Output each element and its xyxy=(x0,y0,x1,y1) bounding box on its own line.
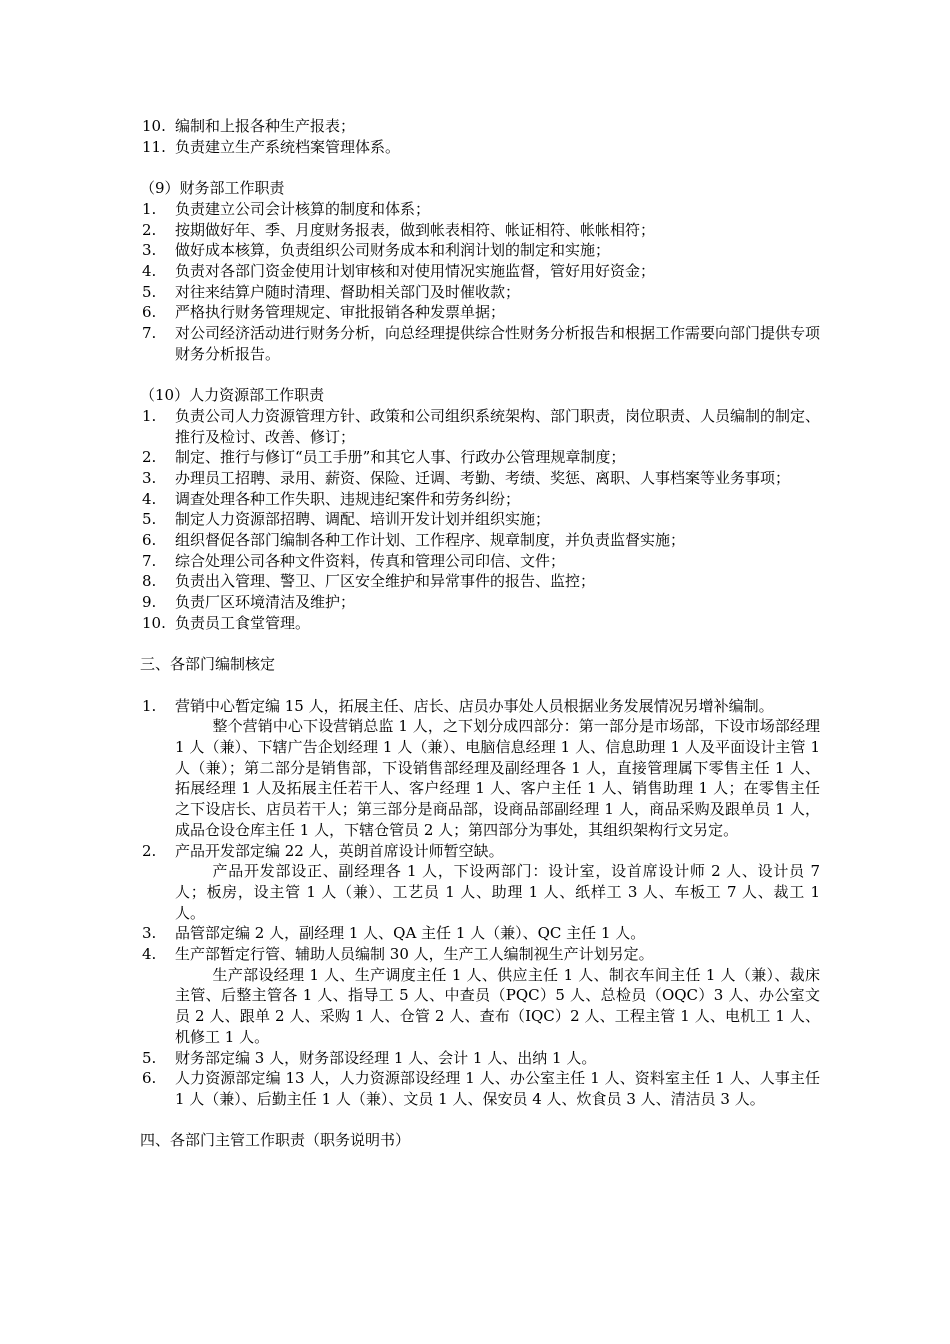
item-number: 3. xyxy=(142,924,157,943)
item-text: 品管部定编 2 人，副经理 1 人、QA 主任 1 人（兼）、QC 主任 1 人。 xyxy=(175,924,646,943)
item-number: 1. xyxy=(142,199,157,218)
item-text: 按期做好年、季、月度财务报表，做到帐表相符、帐证相符、帐帐相符； xyxy=(175,220,656,239)
spacer xyxy=(140,364,820,385)
list-item xyxy=(140,220,820,241)
list-item xyxy=(140,199,820,220)
list-item xyxy=(140,261,820,282)
item-number: 6. xyxy=(142,531,157,550)
finance-heading: （9）财务部工作职责 xyxy=(140,179,285,198)
list-item xyxy=(140,323,820,364)
list-item xyxy=(140,1048,820,1069)
item-number: 10. xyxy=(142,117,166,135)
item-text: 办理员工招聘、录用、薪资、保险、迁调、考勤、考绩、奖惩、离职、人事档案等业务事项； xyxy=(175,468,791,487)
item-number: 11. xyxy=(142,137,166,156)
item-text: 人力资源部定编 13 人，人力资源部设经理 1 人、办公室主任 1 人、资料室主任 1 人、人事主任 1 人（兼）、后勤主任 1 人（兼）、文员 1 人、保安员 4 人、炊食员 3 人、清洁员 3 人。 xyxy=(175,1069,820,1108)
list-item xyxy=(140,530,820,551)
list-item xyxy=(140,613,820,634)
item-text: 组织督促各部门编制各种工作计划、工作程序、规章制度，并负责监督实施； xyxy=(175,531,686,550)
list-item xyxy=(140,468,820,489)
item-number: 5. xyxy=(142,510,157,529)
list-item xyxy=(140,240,820,261)
list-item xyxy=(140,944,820,965)
list-item xyxy=(140,571,820,592)
item-text: 负责出入管理、警卫、厂区安全维护和异常事件的报告、监控； xyxy=(175,572,596,591)
list-item xyxy=(140,1068,820,1109)
item-text: 做好成本核算，负责组织公司财务成本和利润计划的制定和实施； xyxy=(175,241,611,260)
item-text: 制定人力资源部招聘、调配、培训开发计划并组织实施； xyxy=(175,510,551,529)
item-number: 6. xyxy=(142,303,157,322)
item-detail: 生产部设经理 1 人、生产调度主任 1 人、供应主任 1 人、制衣车间主任 1 人（兼）、裁床主管、后整主管各 1 人、指导工 5 人、中查员（PQC）5 人、总检员（OQC）3 人、办公室文员 2 人、跟单 2 人、采购 1 人、仓管 2 人、查布（IQC）2 人、工程主管 1 人、电机工 1 人、机修工 1 人。 xyxy=(175,965,820,1046)
spacer xyxy=(140,1110,820,1131)
list-item xyxy=(140,509,820,530)
item-text: 负责员工食堂管理。 xyxy=(175,613,311,632)
item-text: 综合处理公司各种文件资料，传真和管理公司印信、文件； xyxy=(175,551,566,570)
section3-heading: 三、各部门编制核定 xyxy=(140,655,276,674)
item-text: 生产部暂定行管、辅助人员编制 30 人，生产工人编制视生产计划另定。 xyxy=(175,945,654,964)
item-text: 负责对各部门资金使用计划审核和对使用情况实施监督，管好用好资金； xyxy=(175,261,656,280)
item-number: 6. xyxy=(142,1069,157,1088)
section4-heading: 四、各部门主管工作职责（职务说明书） xyxy=(140,1131,411,1150)
item-number: 8. xyxy=(142,572,157,591)
hr-heading: （10）人力资源部工作职责 xyxy=(140,386,325,405)
item-text: 负责公司人力资源管理方针、政策和公司组织系统架构、部门职责，岗位职责、人员编制的制定、推行及检讨、改善、修订； xyxy=(175,406,821,446)
list-item xyxy=(140,841,820,862)
item-number: 2. xyxy=(142,220,157,239)
item-text: 严格执行财务管理规定、审批报销各种发票单据； xyxy=(175,303,506,322)
item-text: 对往来结算户随时清理、督助相关部门及时催收款； xyxy=(175,282,521,301)
item-number: 3. xyxy=(142,468,157,487)
list-item xyxy=(140,551,820,572)
item-text: 负责厂区环境清洁及维护； xyxy=(175,593,356,612)
item-number: 7. xyxy=(142,324,157,343)
item-number: 1. xyxy=(142,406,157,425)
list-item xyxy=(140,447,820,468)
item-text: 产品开发部定编 22 人，英朗首席设计师暂空缺。 xyxy=(175,841,504,860)
item-text: 负责建立公司会计核算的制度和体系； xyxy=(175,199,431,218)
item-detail: 产品开发部设正、副经理各 1 人，下设两部门：设计室，设首席设计师 2 人、设计员 7 人；板房，设主管 1 人（兼）、工艺员 1 人、助理 1 人、纸样工 3 人、车板工 7 人、裁工 1 人。 xyxy=(175,862,820,922)
item-text: 负责建立生产系统档案管理体系。 xyxy=(175,137,401,156)
item-number: 2. xyxy=(142,841,157,860)
list-item xyxy=(140,116,820,137)
item-number: 3. xyxy=(142,241,157,260)
item-text: 营销中心暂定编 15 人，拓展主任、店长、店员办事处人员根据业务发展情况另增补编制。 xyxy=(175,696,774,715)
list-item xyxy=(140,302,820,323)
list-item xyxy=(140,137,820,158)
item-number: 10. xyxy=(142,613,166,632)
list-item xyxy=(140,406,820,447)
item-text: 编制和上报各种生产报表； xyxy=(175,117,356,135)
item-number: 4. xyxy=(142,945,157,964)
item-text: 财务部定编 3 人，财务部设经理 1 人、会计 1 人、出纳 1 人。 xyxy=(175,1048,597,1067)
item-number: 1. xyxy=(142,696,157,715)
item-number: 9. xyxy=(142,593,157,612)
item-detail: 整个营销中心下设营销总监 1 人，之下划分成四部分：第一部分是市场部，下设市场部经理 1 人（兼）、下辖广告企划经理 1 人（兼）、电脑信息经理 1 人、信息助理 1 人及平面设计主管 1 人（兼）；第二部分是销售部，下设销售部经理及副经理各 1 人，直接管理属下零售主任 1 人、拓展经理 1 人及拓展主任若干人、客户经理 1 人、客户主任 1 人、销售助理 1 人；在零售主任之下设店长、店员若干人；第三部分是商品部，设商品部副经理 1 人，商品采购及跟单员 1 人，成品仓设仓库主任 1 人，下辖仓管员 2 人；第四部分为事处，其组织架构行文另定。 xyxy=(175,717,820,839)
item-number: 5. xyxy=(142,282,157,301)
list-item xyxy=(140,592,820,613)
document-body xyxy=(140,116,820,1151)
item-text: 制定、推行与修订“员工手册”和其它人事、行政办公管理规章制度； xyxy=(175,448,626,467)
item-number: 2. xyxy=(142,448,157,467)
item-number: 7. xyxy=(142,551,157,570)
item-number: 5. xyxy=(142,1048,157,1067)
spacer xyxy=(140,157,820,178)
list-item xyxy=(140,489,820,510)
item-text: 调查处理各种工作失职、违规违纪案件和劳务纠纷； xyxy=(175,489,521,508)
list-item xyxy=(140,282,820,303)
spacer xyxy=(140,634,820,655)
spacer xyxy=(140,675,820,696)
item-number: 4. xyxy=(142,489,157,508)
item-number: 4. xyxy=(142,261,157,280)
item-text: 对公司经济活动进行财务分析，向总经理提供综合性财务分析报告和根据工作需要向部门提供专项财务分析报告。 xyxy=(175,324,821,363)
list-item xyxy=(140,923,820,944)
list-item xyxy=(140,696,820,717)
